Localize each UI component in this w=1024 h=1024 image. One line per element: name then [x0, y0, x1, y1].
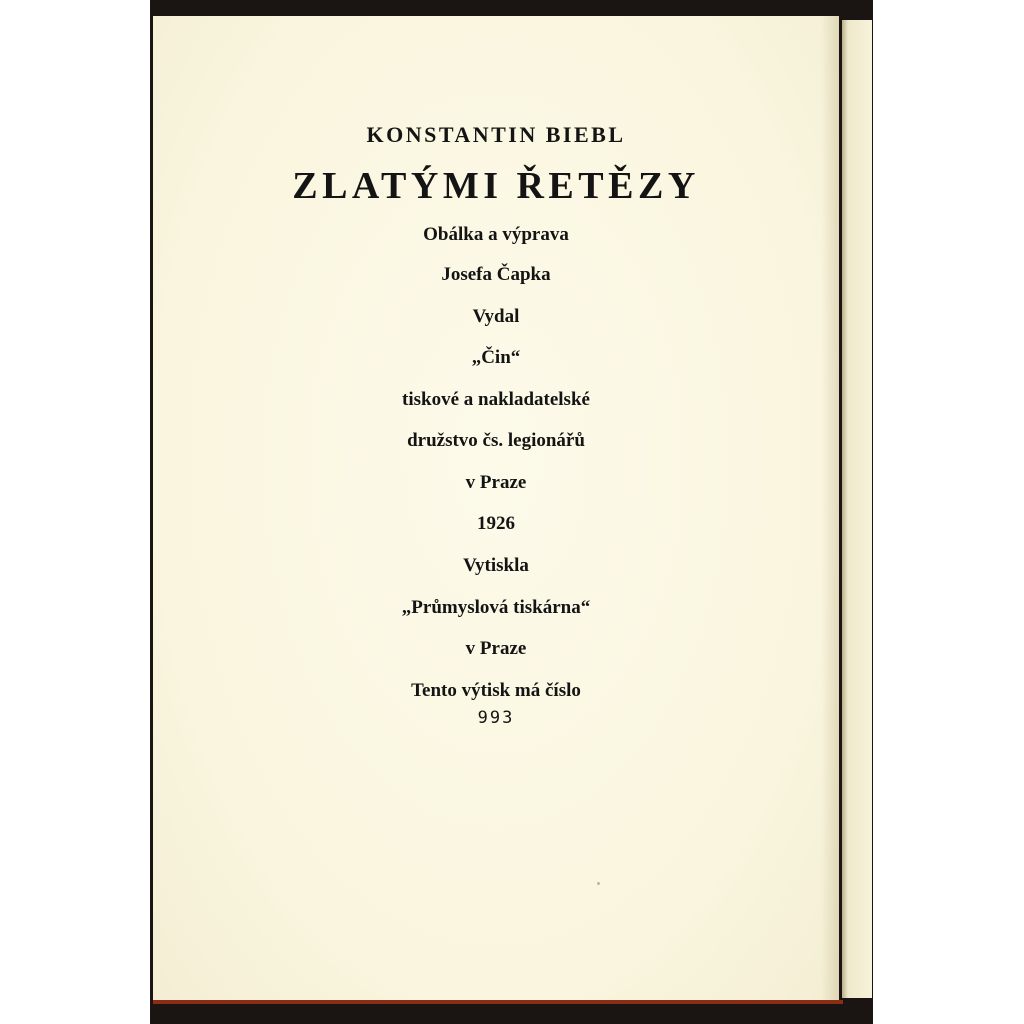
publisher-name: „Čin“ [471, 347, 521, 368]
back-page-edge [842, 20, 872, 998]
printer-city: v Praze [465, 638, 527, 659]
book-title: ZLATÝMI ŘETĚZY [292, 165, 700, 207]
publisher-city: v Praze [465, 472, 527, 493]
publication-year: 1926 [477, 513, 515, 534]
copy-number-label: Tento výtisk má číslo [411, 680, 581, 701]
published-by-label: Vydal [472, 306, 520, 327]
cover-credit-line: Obálka a výprava [423, 224, 569, 245]
publisher-description-1: tiskové a nakladatelské [402, 389, 590, 410]
author-name: KONSTANTIN BIEBL [366, 122, 626, 147]
publisher-description-2: družstvo čs. legionářů [407, 430, 585, 451]
page-bottom-edge [153, 1000, 843, 1004]
printer-name: „Průmyslová tiskárna“ [401, 597, 591, 618]
copy-number: 993 [477, 708, 515, 728]
printed-by-label: Vytiskla [463, 555, 529, 576]
paper-speck [597, 882, 600, 885]
illustrator-name: Josefa Čapka [441, 264, 551, 285]
